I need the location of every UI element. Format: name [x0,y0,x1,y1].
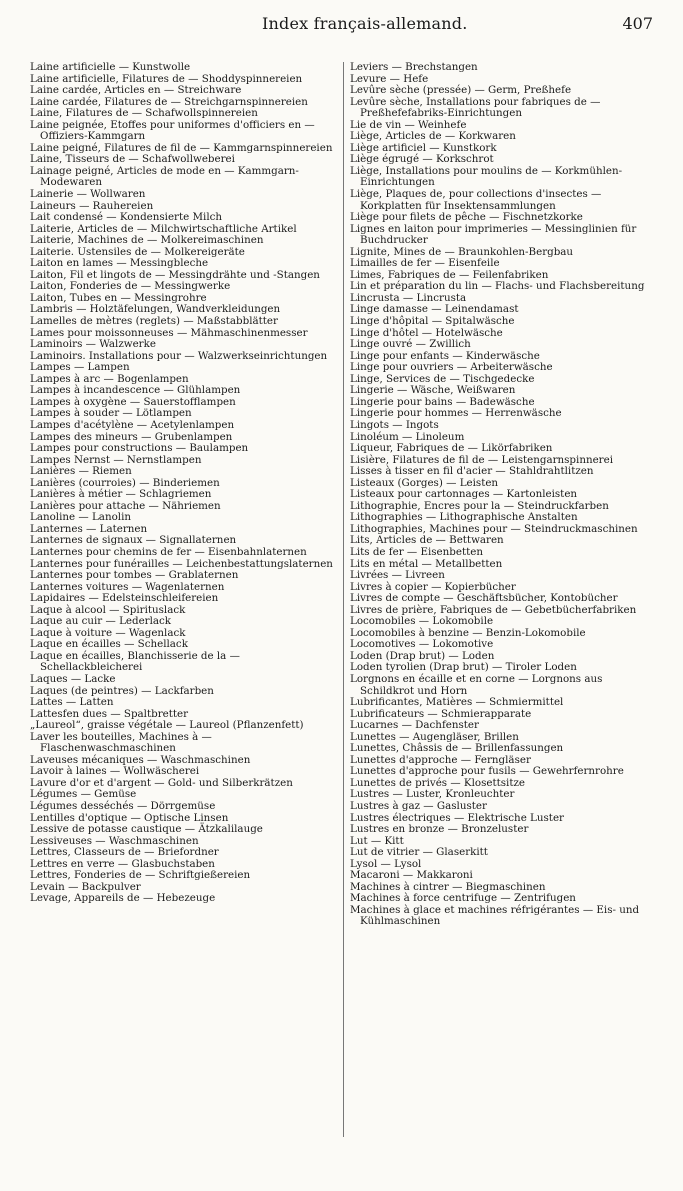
index-entry: Lisses à tisser en fil d'acier — Stahldrahtlitzen [350,465,594,478]
index-entry: Laineurs — Rauhereien [30,199,154,212]
index-entry: Livres à copier — Kopierbücher [350,580,516,593]
index-entry: Linge pour enfants — Kinderwäsche [350,349,540,362]
index-entry: Listeaux (Gorges) — Leisten [350,476,499,489]
index-entry: Légumes — Gemüse [30,788,137,801]
column-divider [343,62,344,1137]
index-entry: Levure — Hefe [350,72,429,85]
index-entry: Lustres électriques — Elektrische Luster [350,811,564,824]
index-entry: Lubrificantes, Matières — Schmiermittel [350,696,564,709]
index-entry: Lits, Articles de — Bettwaren [350,534,504,547]
index-entry: Machines à cintrer — Biegmaschinen [350,880,546,893]
index-entry: Lisière, Filatures de fil de — Leistengarnspinnerei [350,453,613,466]
index-entry: Locomobiles à benzine — Benzin-Lokomobile [350,626,586,639]
index-entry: Lunettes de privés — Klosettsitze [350,776,525,789]
index-entry: Lunettes — Augengläser, Brillen [350,730,519,743]
index-entry: Lessive de potasse caustique — Ätzkalilauge [30,823,263,836]
index-entry: Lanternes voitures — Wagenlaternen [30,580,225,593]
index-entry: Lanternes pour funérailles — Leichenbestattungslaternen [30,557,333,570]
index-entry: Laiterie. Ustensiles de — Molkereigeräte [30,245,245,258]
index-entry: Laine artificielle — Kunstwolle [30,62,191,73]
index-entry: Laine, Filatures de — Schafwollspinnereien [30,107,258,120]
index-entry: Lapidaires — Edelsteinschleifereien [30,592,219,605]
index-entry: Lut de vitrier — Glaserkitt [350,846,488,859]
index-entry: Limes, Fabriques de — Feilenfabriken [350,268,549,281]
index-entry: Levûre sèche (pressée) — Germ, Preßhefe [350,84,572,97]
index-entry: Lainage peigné, Articles de mode en — Kammgarn-Modewaren [30,164,299,189]
index-entry: Machines à force centrifuge — Zentrifugen [350,892,576,905]
index-entry: Lanternes pour tombes — Grablaternen [30,569,239,582]
index-entry: Lampes des mineurs — Grubenlampen [30,430,233,443]
index-entry: Loden tyrolien (Drap brut) — Tiroler Loden [350,661,577,674]
index-entry: Lustres — Luster, Kronleuchter [350,788,515,801]
index-entry: Lingerie pour hommes — Herrenwäsche [350,407,562,420]
index-entry: Livres de prière, Fabriques de — Gebetbücherfabriken [350,603,637,616]
index-entry: Laiterie, Machines de — Molkereimaschinen [30,234,264,247]
index-entry: Lattes — Latten [30,696,114,709]
index-entry: Lanternes pour chemins de fer — Eisenbahnlaternen [30,545,307,558]
index-entry: Liège, Articles de — Korkwaren [350,130,516,143]
index-entry: Lithographies — Lithographische Anstalten [350,511,578,524]
index-entry: Lamelles de mètres (reglets) — Maßstabblätter [30,315,278,328]
index-entry: Lanternes — Laternen [30,522,148,535]
index-entry: Légumes desséchés — Dörrgemüse [30,800,216,812]
index-entry: Lampes Nernst — Nernstlampen [30,453,202,466]
index-entry: Linge, Services de — Tischgedecke [350,372,535,385]
index-entry: Laiton, Fonderies de — Messingwerke [30,280,231,293]
index-entry: Lits en métal — Metallbetten [350,557,503,570]
index-entry: Lait condensé — Kondensierte Milch [30,211,223,224]
index-entry: Lingerie pour bains — Badewäsche [350,395,535,408]
index-entry: Lessiveuses — Waschmaschinen [30,834,199,847]
index-entry: Laiton, Fil et lingots de — Messingdrähte und -Stangen [30,268,320,281]
index-entry: Lavoir à laines — Wollwäscherei [30,765,200,778]
index-entry: Laques (de peintres) — Lackfarben [30,684,214,697]
index-entry: Lut — Kitt [350,834,404,847]
right-index-column [350,62,658,1142]
index-entry: Laque à voiture — Wagenlack [30,626,186,639]
index-entry: Laine peignée, Etoffes pour uniformes d'officiers en — Offiziers-Kammgarn [30,118,315,143]
index-entry: Laque au cuir — Lederlack [30,615,172,628]
index-entry: Laminoirs. Installations pour — Walzwerkseinrichtungen [30,349,328,362]
index-entry: Lettres, Classeurs de — Briefordner [30,846,219,859]
index-entry: Lignes en laiton pour imprimeries — Messinglinien für Buchdrucker [350,222,637,247]
index-entry: Lambris — Holztäfelungen, Wandverkleidungen [30,303,281,316]
index-entry: Laine cardée, Filatures de — Streichgarnspinnereien [30,95,308,108]
index-entry: Liqueur, Fabriques de — Likörfabriken [350,442,553,455]
index-entry: Laine peigné, Filatures de fil de — Kammgarnspinnereien [30,141,333,154]
index-entry: Liège égrugé — Korkschrot [350,153,494,166]
index-entry: Lingerie — Wäsche, Weißwaren [350,384,516,397]
index-entry: Lettres en verre — Glasbuchstaben [30,857,215,870]
index-entry: Lampes à oxygène — Sauerstofflampen [30,395,236,408]
index-entry: Laveuses mécaniques — Waschmaschinen [30,753,251,766]
index-entry: Laver les bouteilles, Machines à — Flaschenwaschmaschinen [30,730,212,755]
index-entry: Macaroni — Makkaroni [350,869,473,882]
index-entry: Liège, Plaques de, pour collections d'insectes — Korkplatten für Insektensammlungen [350,188,602,212]
index-entry: Levûre sèche, Installations pour fabriques de — Preßhefefabriks-Einrichtungen [350,95,601,120]
index-entry: Lanoline — Lanolin [30,511,131,524]
page-number: 407 [622,14,653,33]
index-entry: Laine cardée, Articles en — Streichware [30,84,242,97]
left-index-column [30,62,337,1142]
index-entry: Lampes d'acétylène — Acetylenlampen [30,418,235,431]
index-entry: Linge d'hôtel — Hotelwäsche [350,326,503,339]
index-entry: Lampes à incandescence — Glühlampen [30,384,241,397]
index-entry: Lampes à souder — Lötlampen [30,407,192,420]
index-entry: Laine, Tisseurs de — Schafwollweberei [30,153,235,166]
index-entry: Lanières à métier — Schlagriemen [30,488,212,501]
index-entry: Linge d'hôpital — Spitalwäsche [350,315,515,328]
index-entry: Lie de vin — Weinhefe [350,118,467,131]
index-entry: Lanières (courroies) — Binderiemen [30,476,220,489]
index-entry: Lattesfen dues — Spaltbretter [30,707,188,720]
index-entry: Lustres à gaz — Gasluster [350,800,487,812]
index-entry: Lavure d'or et d'argent — Gold- und Silberkrätzen [30,776,293,789]
index-entry: Lames pour moissonneuses — Mähmaschinenmesser [30,326,308,339]
index-entry: Lampes pour constructions — Baulampen [30,442,249,455]
index-entry: Levage, Appareils de — Hebezeuge [30,892,216,905]
index-entry: Lincrusta — Lincrusta [350,291,467,304]
index-entry: Machines à glace et machines réfrigérantes — Eis- und Kühlmaschinen [350,903,640,928]
index-entry: „Laureol“, graisse végétale — Laureol (Pflanzenfett) [30,719,304,732]
index-entry: Loden (Drap brut) — Loden [350,649,495,662]
index-entry: Lits de fer — Eisenbetten [350,545,483,558]
index-entry: Lustres en bronze — Bronzeluster [350,823,529,836]
index-entry: Laque à alcool — Spirituslack [30,603,186,616]
index-entry: Lentilles d'optique — Optische Linsen [30,811,229,824]
index-entry: Lainerie — Wollwaren [30,188,146,201]
index-entry: Liège, Installations pour moulins de — Korkmühlen-Einrichtungen [350,164,623,189]
index-entry: Lin et préparation du lin — Flachs- und Flachsbereitung [350,280,645,293]
index-entry: Lampes à arc — Bogenlampen [30,372,189,385]
index-entry: Lunettes d'approche — Ferngläser [350,753,531,766]
index-entry: Laiterie, Articles de — Milchwirtschaftliche Artikel [30,222,297,235]
index-entry: Lanières — Riemen [30,465,132,478]
index-entry: Lunettes, Châssis de — Brillenfassungen [350,742,564,755]
index-entry: Livrées — Livreen [350,569,445,582]
index-entry: Lignite, Mines de — Braunkohlen-Bergbau [350,245,574,258]
index-entry: Lysol — Lysol [350,857,422,870]
page-title: Index français-allemand. [262,14,468,33]
index-entry: Lingots — Ingots [350,418,439,431]
index-entry: Lubrificateurs — Schmierapparate [350,707,532,720]
index-entry: Locomotives — Lokomotive [350,638,494,651]
index-entry: Limailles de fer — Eisenfeile [350,257,500,270]
index-entry: Linoléum — Linoleum [350,430,465,443]
index-entry: Linge damasse — Leinendamast [350,303,519,316]
index-entry: Lithographie, Encres pour la — Steindruckfarben [350,499,609,512]
index-entry: Laques — Lacke [30,672,116,685]
index-entry: Lanternes de signaux — Signallaternen [30,534,237,547]
index-entry: Laiton en lames — Messingbleche [30,257,209,270]
index-entry: Leviers — Brechstangen [350,62,478,73]
index-entry: Liège artificiel — Kunstkork [350,141,497,154]
index-entry: Lucarnes — Dachfenster [350,719,479,732]
page-header [0,14,683,38]
index-entry: Lorgnons en écaille et en corne — Lorgnons aus Schildkrot und Horn [350,672,603,697]
index-entry: Levain — Backpulver [30,880,141,893]
index-entry: Locomobiles — Lokomobile [350,615,494,628]
index-entry: Laque en écailles — Schellack [30,638,188,651]
index-entry: Lanières pour attache — Nähriemen [30,499,221,512]
index-entry: Laine artificielle, Filatures de — Shoddyspinnereien [30,72,303,85]
index-entry: Laque en écailles, Blanchisserie de la — Schellackbleicherei [30,649,240,674]
index-entry: Livres de compte — Geschäftsbücher, Kontobücher [350,592,618,605]
index-entry: Lettres, Fonderies de — Schriftgießereien [30,869,251,882]
index-entry: Listeaux pour cartonnages — Kartonleisten [350,488,578,501]
index-entry: Lithographies, Machines pour — Steindruckmaschinen [350,522,638,535]
index-entry: Linge pour ouvriers — Arbeiterwäsche [350,361,553,374]
index-entry: Laminoirs — Walzwerke [30,338,156,351]
index-entry: Liège pour filets de pêche — Fischnetzkorke [350,211,583,224]
index-entry: Lampes — Lampen [30,361,130,374]
index-entry: Laiton, Tubes en — Messingrohre [30,291,207,304]
index-entry: Lunettes d'approche pour fusils — Gewehrfernrohre [350,765,624,778]
index-entry: Linge ouvré — Zwillich [350,338,471,351]
